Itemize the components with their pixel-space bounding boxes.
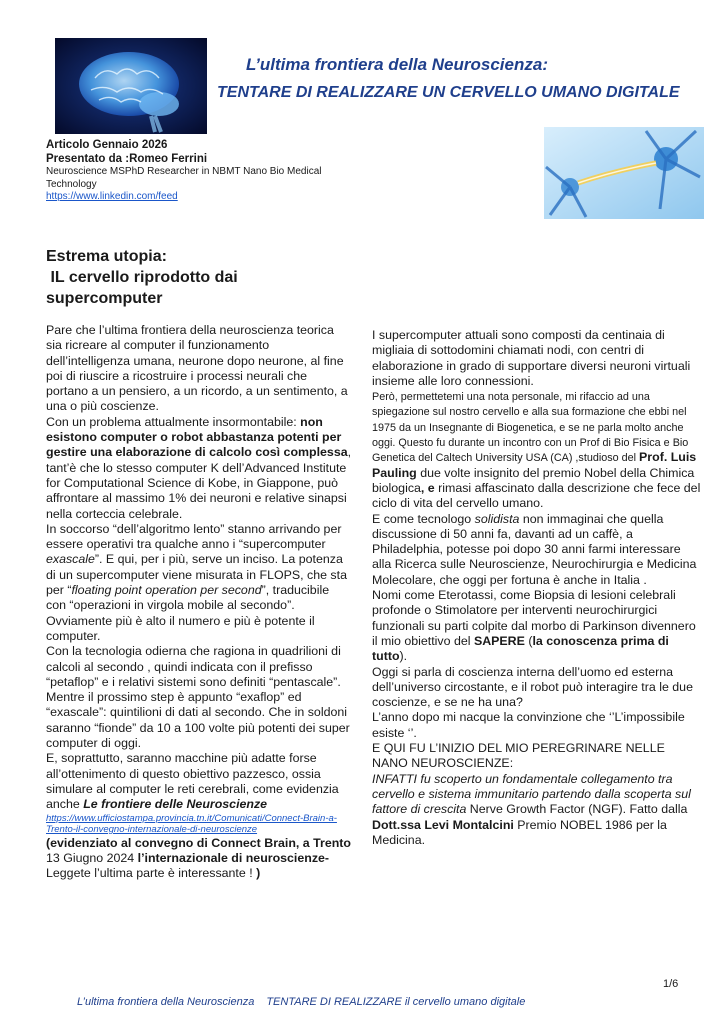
text-span: ). — [399, 649, 408, 664]
author-role: Neuroscience MSPhD Researcher in NBMT Nano Bio Medical Technology — [46, 166, 322, 190]
article-headline — [46, 246, 286, 309]
text-span: rimasi affascinato dalla descrizione che fece del ciclo di vita del cervello umano. — [372, 480, 701, 511]
neuron-illustration — [544, 127, 704, 219]
text-span: ( — [524, 633, 533, 648]
footer-left-text: L’ultima frontiera della Neuroscienza — [77, 996, 255, 1008]
linkedin-link[interactable]: https://www.linkedin.com/feed — [46, 191, 178, 202]
presented-label: Presentato da : — [46, 153, 130, 165]
right-paragraph-3 — [372, 512, 702, 588]
footer-right-text: TENTARE DI REALIZZARE il cervello umano digitale — [266, 996, 526, 1008]
text-span: Premio NOBEL 1986 per la Medicina. — [372, 817, 667, 847]
left-paragraph-6 — [46, 836, 352, 882]
left-paragraph-5 — [46, 751, 352, 812]
text-span: ”. E qui, per i più, serve un inciso. La potenza di un supercomputer viene misurata in FLOPS, che sta per “ — [46, 552, 347, 598]
text-bold: ) — [256, 866, 261, 881]
text-bold: , e — [420, 480, 435, 495]
left-paragraph-3 — [46, 522, 352, 644]
right-paragraph-7: E QUI FU L’INIZIO DEL MIO PEREGRINARE NELLE NANO NEUROSCIENZE: — [372, 741, 665, 771]
text-bold: la conoscenza prima di tutto — [372, 633, 669, 664]
title-line-1: L’ultima frontiera della Neuroscienza: — [246, 55, 548, 74]
text-span: Nerve Growth Factor (NGF). Fatto dalla — [466, 802, 688, 817]
text-italic: exascale — [46, 552, 95, 567]
right-paragraph-4 — [372, 588, 702, 664]
page-number: 1/6 — [663, 978, 679, 990]
text-bold: Prof. Luis Pauling — [372, 450, 697, 480]
text-bold: SAPERE — [473, 633, 525, 648]
right-paragraph-8 — [372, 772, 702, 848]
left-paragraph-1: Pare che l’ultima frontiera della neuroscienza teorica sia ricreare al computer il funzionamento dell’intelligenza umana, neurone dopo neurone, al fine poi di riuscire a ricostruire i processi neurali che portano a un pensiero, a un ricordo, a un sentimento, a una o più coscienze. — [46, 323, 348, 414]
text-bold: l’internazionale di neuroscienze- — [137, 850, 330, 865]
text-italic: floating point operation per second — [71, 583, 262, 598]
text-span: , tant’è che lo stesso computer K dell’Advanced Institute for Computational Science di Kobe, in Giappone, può affrontare al massimo 1% dei neuroni e relative sinapsi nella corteccia celebrale. — [46, 445, 352, 521]
left-paragraph-4: Con la tecnologia odierna che ragiona in quadrilioni di calcoli al secondo , quindi indicata con il prefisso “petaflop” e i relativi sistemi sono definiti “pentascale”. Mentre il prossimo step è appunto “exaflop” ed “exascale”: quintilioni di dati al secondo. Che in soldoni saranno “fionde” da 10 a 100 volte più potenti dei super computer di oggi. — [46, 644, 350, 751]
presented-by — [46, 152, 356, 166]
page-footer — [77, 996, 537, 1008]
left-paragraph-2 — [46, 415, 352, 522]
text-bold: Dott.ssa Levi Montalcini — [372, 817, 514, 832]
right-paragraph-1: I supercomputer attuali sono composti da centinaia di migliaia di sottodomini chiamati nodi, con centri di elaborazione in grado di supportare diversi neuroni virtuali insieme alle loro connessioni. — [372, 328, 691, 388]
left-column — [46, 323, 352, 881]
text-span: ”, traducibile con “operazioni in virgola mobile al secondo”. Ovviamente più è alto il numero e più è potente il computer. — [46, 583, 330, 643]
right-paragraph-2 — [372, 389, 702, 511]
text-span: Nomi come Eterotassi, come Biopsia di lesioni celebrali profonde o Stimolatore per interventi neurochirurgici funzionali su parti colpite dal morbo di Parkinson divennero il mio obiettivo del — [372, 588, 696, 648]
text-bold: (evidenziato al convegno di Connect Brain, a Trento — [46, 835, 351, 850]
text-span: Però, permettetemi una nota personale, mi rifaccio ad una spiegazione sul nostro cervello e alla sua formazione che ebbi nel 1975 da un Insegnante di Biogenetica, e se ne parla molto anche oggi. Questo fu durante un incontro con un Prof di Bio Fisica e Bio Genetica del Caltech University USA (CA) ,studioso del — [372, 391, 689, 465]
right-paragraph-5: Oggi si parla di coscienza interna dell’uomo ed esterna dell’universo circostante, e il robot può interagire tra le due coscienze, e se ne ha una? — [372, 664, 693, 710]
article-meta — [46, 138, 356, 204]
title-line-2: TENTARE DI REALIZZARE UN CERVELLO UMANO DIGITALE — [217, 84, 680, 101]
right-column — [372, 328, 702, 848]
text-bold: non esistono computer o robot abbastanza potenti per gestire una elaborazione di calcolo così complessa — [46, 414, 348, 460]
text-span: E, soprattutto, saranno macchine più adatte forse all’ottenimento di questo obiettivo pazzesco, ossia simulare al computer le reti cerebrali, come evidenzia anche — [46, 751, 339, 812]
author-name: Romeo Ferrini — [129, 153, 208, 165]
text-italic: INFATTI fu scoperto un fondamentale collegamento tra cervello e sistema immunitario partendo dalla scoperta sul fattore di crescita — [372, 771, 691, 817]
text-span: Leggete l’ultima parte è interessante ! — [46, 866, 257, 881]
text-span: E come tecnologo — [372, 511, 475, 526]
connect-brain-link[interactable]: https://www.ufficiostampa.provincia.tn.it/Comunicati/Connect-Brain-a-Trento-il-convegno-internazionale-di-neuroscienze — [46, 812, 337, 835]
text-span: 13 Giugno 2024 — [46, 850, 138, 865]
text-bold-italic: Le frontiere delle Neuroscienze — [83, 797, 268, 812]
headline-line-1: Estrema utopia: — [46, 248, 167, 265]
text-span: non immaginai che quella discussione di 50 anni fa, davanti ad un caffè, a Philadelphia, potesse poi dopo 30 anni farmi interessare alla Ricerca sulle Neuroscienze, Neurochirurgia e Medicina Molecolare, che oggi per fortuna è anche in Italia . — [372, 511, 697, 587]
headline-line-2: IL cervello riprodotto dai — [46, 269, 238, 286]
brain-illustration — [55, 38, 207, 134]
right-paragraph-6: L’anno dopo mi nacque la convinzione che ‘’L’impossibile esiste ‘’. — [372, 710, 685, 740]
text-italic: solidista — [474, 511, 520, 526]
text-span: In soccorso “dell’algoritmo lento” stanno arrivando per essere operativi tra qualche anno i “supercomputer — [46, 521, 342, 552]
headline-line-3: supercomputer — [46, 290, 163, 307]
text-span: due volte insignito del premio Nobel della Chimica biologica — [372, 465, 695, 495]
article-date: Articolo Gennaio 2026 — [46, 139, 168, 151]
text-span: Con un problema attualmente insormontabile: — [46, 414, 301, 429]
